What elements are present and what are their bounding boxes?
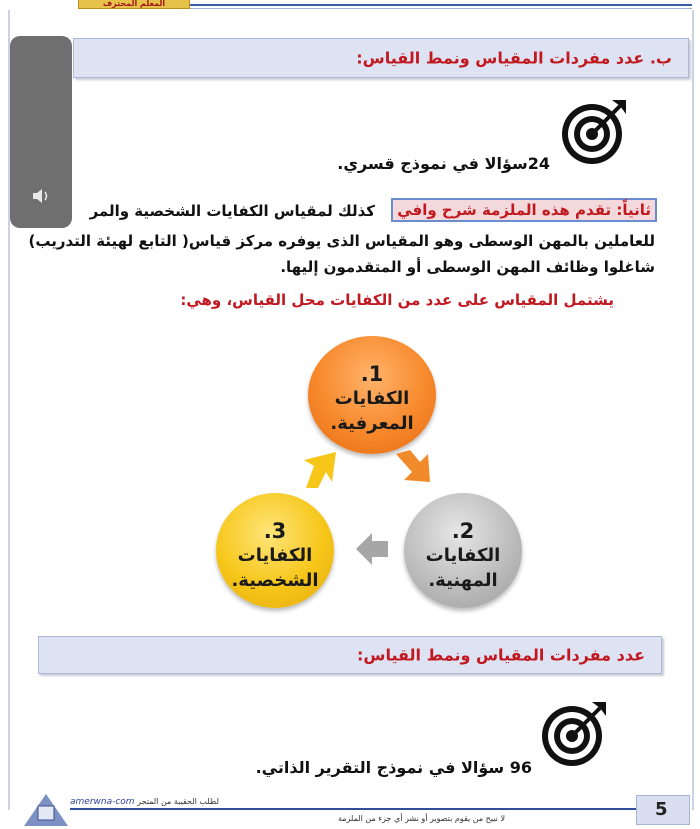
cycle-item-knowledge: 1. الكفايات المعرفية. xyxy=(308,336,436,454)
paragraph-line-3: شاغلوا وظائف المهن الوسطى أو المتقدمون إليها. xyxy=(280,258,655,276)
section-2-title: عدد مفردات المقياس ونمط القياس: xyxy=(357,645,645,665)
page-number: 5 xyxy=(655,799,668,820)
section-b-title: ب. عدد مفردات المقياس ونمط القياس: xyxy=(356,48,672,68)
paragraph-line-1: كذلك لمقياس الكفايات الشخصية والمر xyxy=(89,202,375,220)
cycle-item-professional: 2. الكفايات المهنية. xyxy=(404,493,522,608)
arrow-icon xyxy=(300,450,344,490)
right-border xyxy=(692,10,694,810)
header-badge: المعلم المحترف xyxy=(78,0,190,9)
cycle-item-personal: 3. الكفايات الشخصية. xyxy=(216,493,334,608)
footer-rule xyxy=(70,808,652,810)
arrow-icon xyxy=(390,448,438,488)
questions-24-text: 24سؤالا في نموذج قسري. xyxy=(337,154,550,173)
paragraph-line-2: للعاملين بالمهن الوسطى وهو المقياس الذى يوفره مركز قياس( التابع لهيئة التدريب) xyxy=(28,232,655,250)
footer-store: amerwna-com لطلب الحقيبة من المتجر xyxy=(70,797,219,807)
highlight-label: ثانياً: تقدم هذه الملزمة شرح وافي xyxy=(391,198,657,222)
target-icon xyxy=(560,96,630,166)
competencies-intro: يشتمل المقياس على عدد من الكفايات محل القياس، وهي: xyxy=(180,291,614,309)
questions-96-text: 96 سؤالا في نموذج التقرير الذاتي. xyxy=(255,758,532,777)
page-number-box xyxy=(636,795,690,825)
section-b-header xyxy=(73,38,689,78)
speaker-icon[interactable] xyxy=(32,188,50,204)
bag-icon xyxy=(24,790,68,826)
arrow-icon xyxy=(354,531,390,567)
target-icon xyxy=(540,698,610,768)
footer-site-link[interactable]: amerwna-com xyxy=(70,797,135,807)
section-2-header xyxy=(38,636,662,674)
footer-copyright: لا نبيح من يقوم بتصوير أو نشر أي جزء من الملزمة xyxy=(337,814,505,823)
